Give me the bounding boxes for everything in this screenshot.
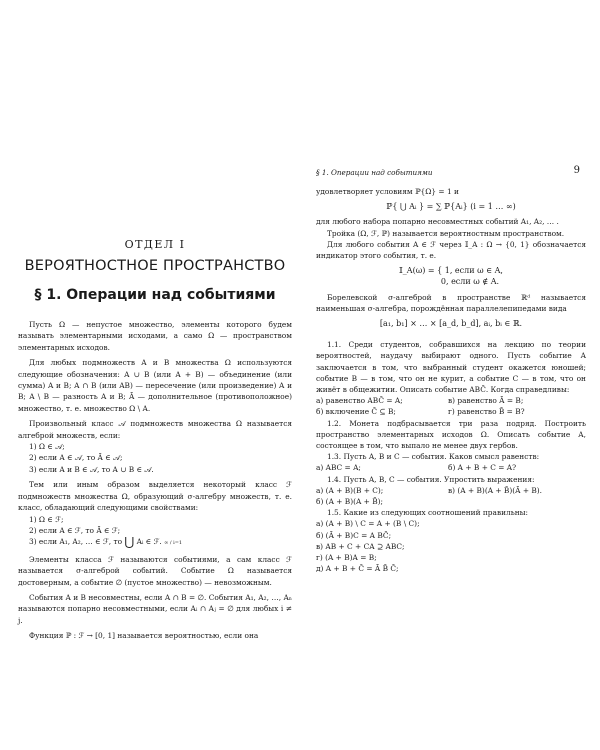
problem-options-row [316,395,586,406]
option: б) A + B + C = A? [448,463,517,473]
paragraph: удовлетворяет условиям ℙ{Ω} = 1 и [316,187,459,196]
problem-1-4: 1.4. Пусть A, B, C — события. Упростить выражения: [327,474,535,484]
paragraph: Борелевской σ-алгеброй в пространстве ℝᵈ называется наименьшая σ-алгебра, порождённая параллелепипедами вида [316,292,586,313]
list-item [18,536,292,549]
formula-indicator [316,265,586,287]
problem-options-row [316,485,586,496]
formula-countable-additivity: ℙ{ ⋃ Aᵢ } = ∑ ℙ{Aᵢ} (i = 1 … ∞) [386,202,516,212]
section-title: § 1. Операции над событиями [34,287,276,303]
left-body-text [18,319,292,642]
problem-options-row [316,462,586,473]
paragraph: Тем или иным образом выделяется некоторый класс ℱ подмножеств множества Ω, образующий σ-алгебру множеств, т. е. класс, обладающий следующими свойствами: [18,480,292,513]
running-head: § 1. Операции над событиями [316,168,433,177]
paragraph: Для любых подмножеств A и B множества Ω используются следующие обозначения: A ∪ B (или A + B) — объединение (или сумма) A и B; A ∩ B (или AB) — пересечение (или произведение) A и B; A \ B — разность A и B; Ā — дополнительное (противоположное) множество, т. е. множество Ω \ A. [18,358,292,413]
option: г) (A + B)A = B; [316,553,377,563]
paragraph: Пусть Ω — непустое множество, элементы которого будем называть элементарными исходами, а само Ω — пространством элементарных исходов. [18,320,292,352]
list-item-text: Aᵢ ∈ ℱ. [136,537,162,547]
problem-1-5: 1.5. Какие из следующих соотношений правильны: [327,508,529,518]
problem-1-1: 1.1. Среди студентов, собравшихся на лекцию по теории вероятностей, наудачу выбирают одного. Пусть событие A заключается в том, что выбранный студент окажется юношей; событие B — в том, что он не курит, а событие C — в том, что он живёт в общежитии. Описать событие ABC̄. Когда справедливы: [316,340,586,395]
chapter-heading: ОТДЕЛ I [124,238,186,251]
option: б) включение C̄ ⊆ B; [316,407,396,417]
option: г) равенство B̄ = B? [448,407,525,417]
option: в) (A + B)(A + B̄)(Ā + B). [448,485,543,495]
option: в) AB + C + CA ⊇ ABC; [316,541,405,551]
right-body-text [316,186,586,575]
problem-options-row [316,496,586,507]
problem-1-2: 1.2. Монета подбрасывается три раза подряд. Построить пространство элементарных исходов Ω. Описать событие A, состоящее в том, что выпало не менее двух гербов. [316,418,586,451]
part-title: ВЕРОЯТНОСТНОЕ ПРОСТРАНСТВО [24,258,286,274]
option: а) ABC = A; [316,463,361,473]
problem-1-3: 1.3. Пусть A, B и C — события. Каков смысл равенств: [327,452,540,462]
paragraph: Для любого события A ∈ ℱ через 𝕀_A : Ω → {0, 1} обозначается индикатор этого события, т. е. [316,239,586,261]
option: а) (A + B)(B + C); [316,485,384,495]
union-symbol: ⋃ [124,534,135,549]
option: д) A + B + C̄ = Ā B̄ C̄; [316,564,399,574]
formula-line: 0, если ω ∉ A. [440,277,500,287]
list-item-text: 3) если A₁, A₂, … ∈ ℱ, то [29,537,123,547]
list-item: 1) Ω ∈ 𝒜; [29,442,65,452]
paragraph: для любого набора попарно несовместных событий A₁, A₂, … . [316,217,559,227]
option: б) (Ā + B)C = A BC̄; [316,530,392,540]
option: б) (A + B)(A + B̄); [316,497,384,507]
paragraph: Функция ℙ : ℱ → [0, 1] называется вероятностью, если она [29,631,259,641]
list-item: 2) если A ∈ 𝒜, то Ā ∈ 𝒜; [29,453,123,463]
option: в) равенство Ā = B; [448,396,524,406]
formula-line: 𝕀_A(ω) = { 1, если ω ∈ A, [399,266,503,276]
paragraph: Элементы класса ℱ называются событиями, а сам класс ℱ называется σ-алгеброй событий. Событие Ω называется достоверным, а событие ∅ (пустое множество) — невозможным. [18,554,292,587]
formula-parallelepiped: [a₁, b₁] × … × [a_d, b_d], aᵢ, bᵢ ∈ ℝ. [379,319,523,329]
paragraph: Произвольный класс 𝒜 подмножеств множества Ω называется алгеброй множеств, если: [18,419,292,440]
option: а) (A + B) \ C = A + (B \ C); [316,519,420,529]
page-number: 9 [573,165,580,176]
problem-options-row [316,406,586,417]
union-limits: ∞ / i=1 [164,540,183,547]
option: а) равенство ABC̄ = A; [316,396,403,406]
list-item: 2) если A ∈ ℱ, то Ā ∈ ℱ; [29,525,121,535]
paragraph: Тройка (Ω, ℱ, ℙ) называется вероятностным пространством. [327,228,565,238]
list-item: 1) Ω ∈ ℱ; [29,514,64,524]
list-item: 3) если A и B ∈ 𝒜, то A ∪ B ∈ 𝒜. [29,464,154,474]
paragraph: События A и B несовместны, если A ∩ B = ∅. События A₁, A₂, …, Aₙ называются попарно несовместными, если Aᵢ ∩ Aⱼ = ∅ для любых i ≠ j. [18,592,292,625]
right-page [300,0,600,750]
